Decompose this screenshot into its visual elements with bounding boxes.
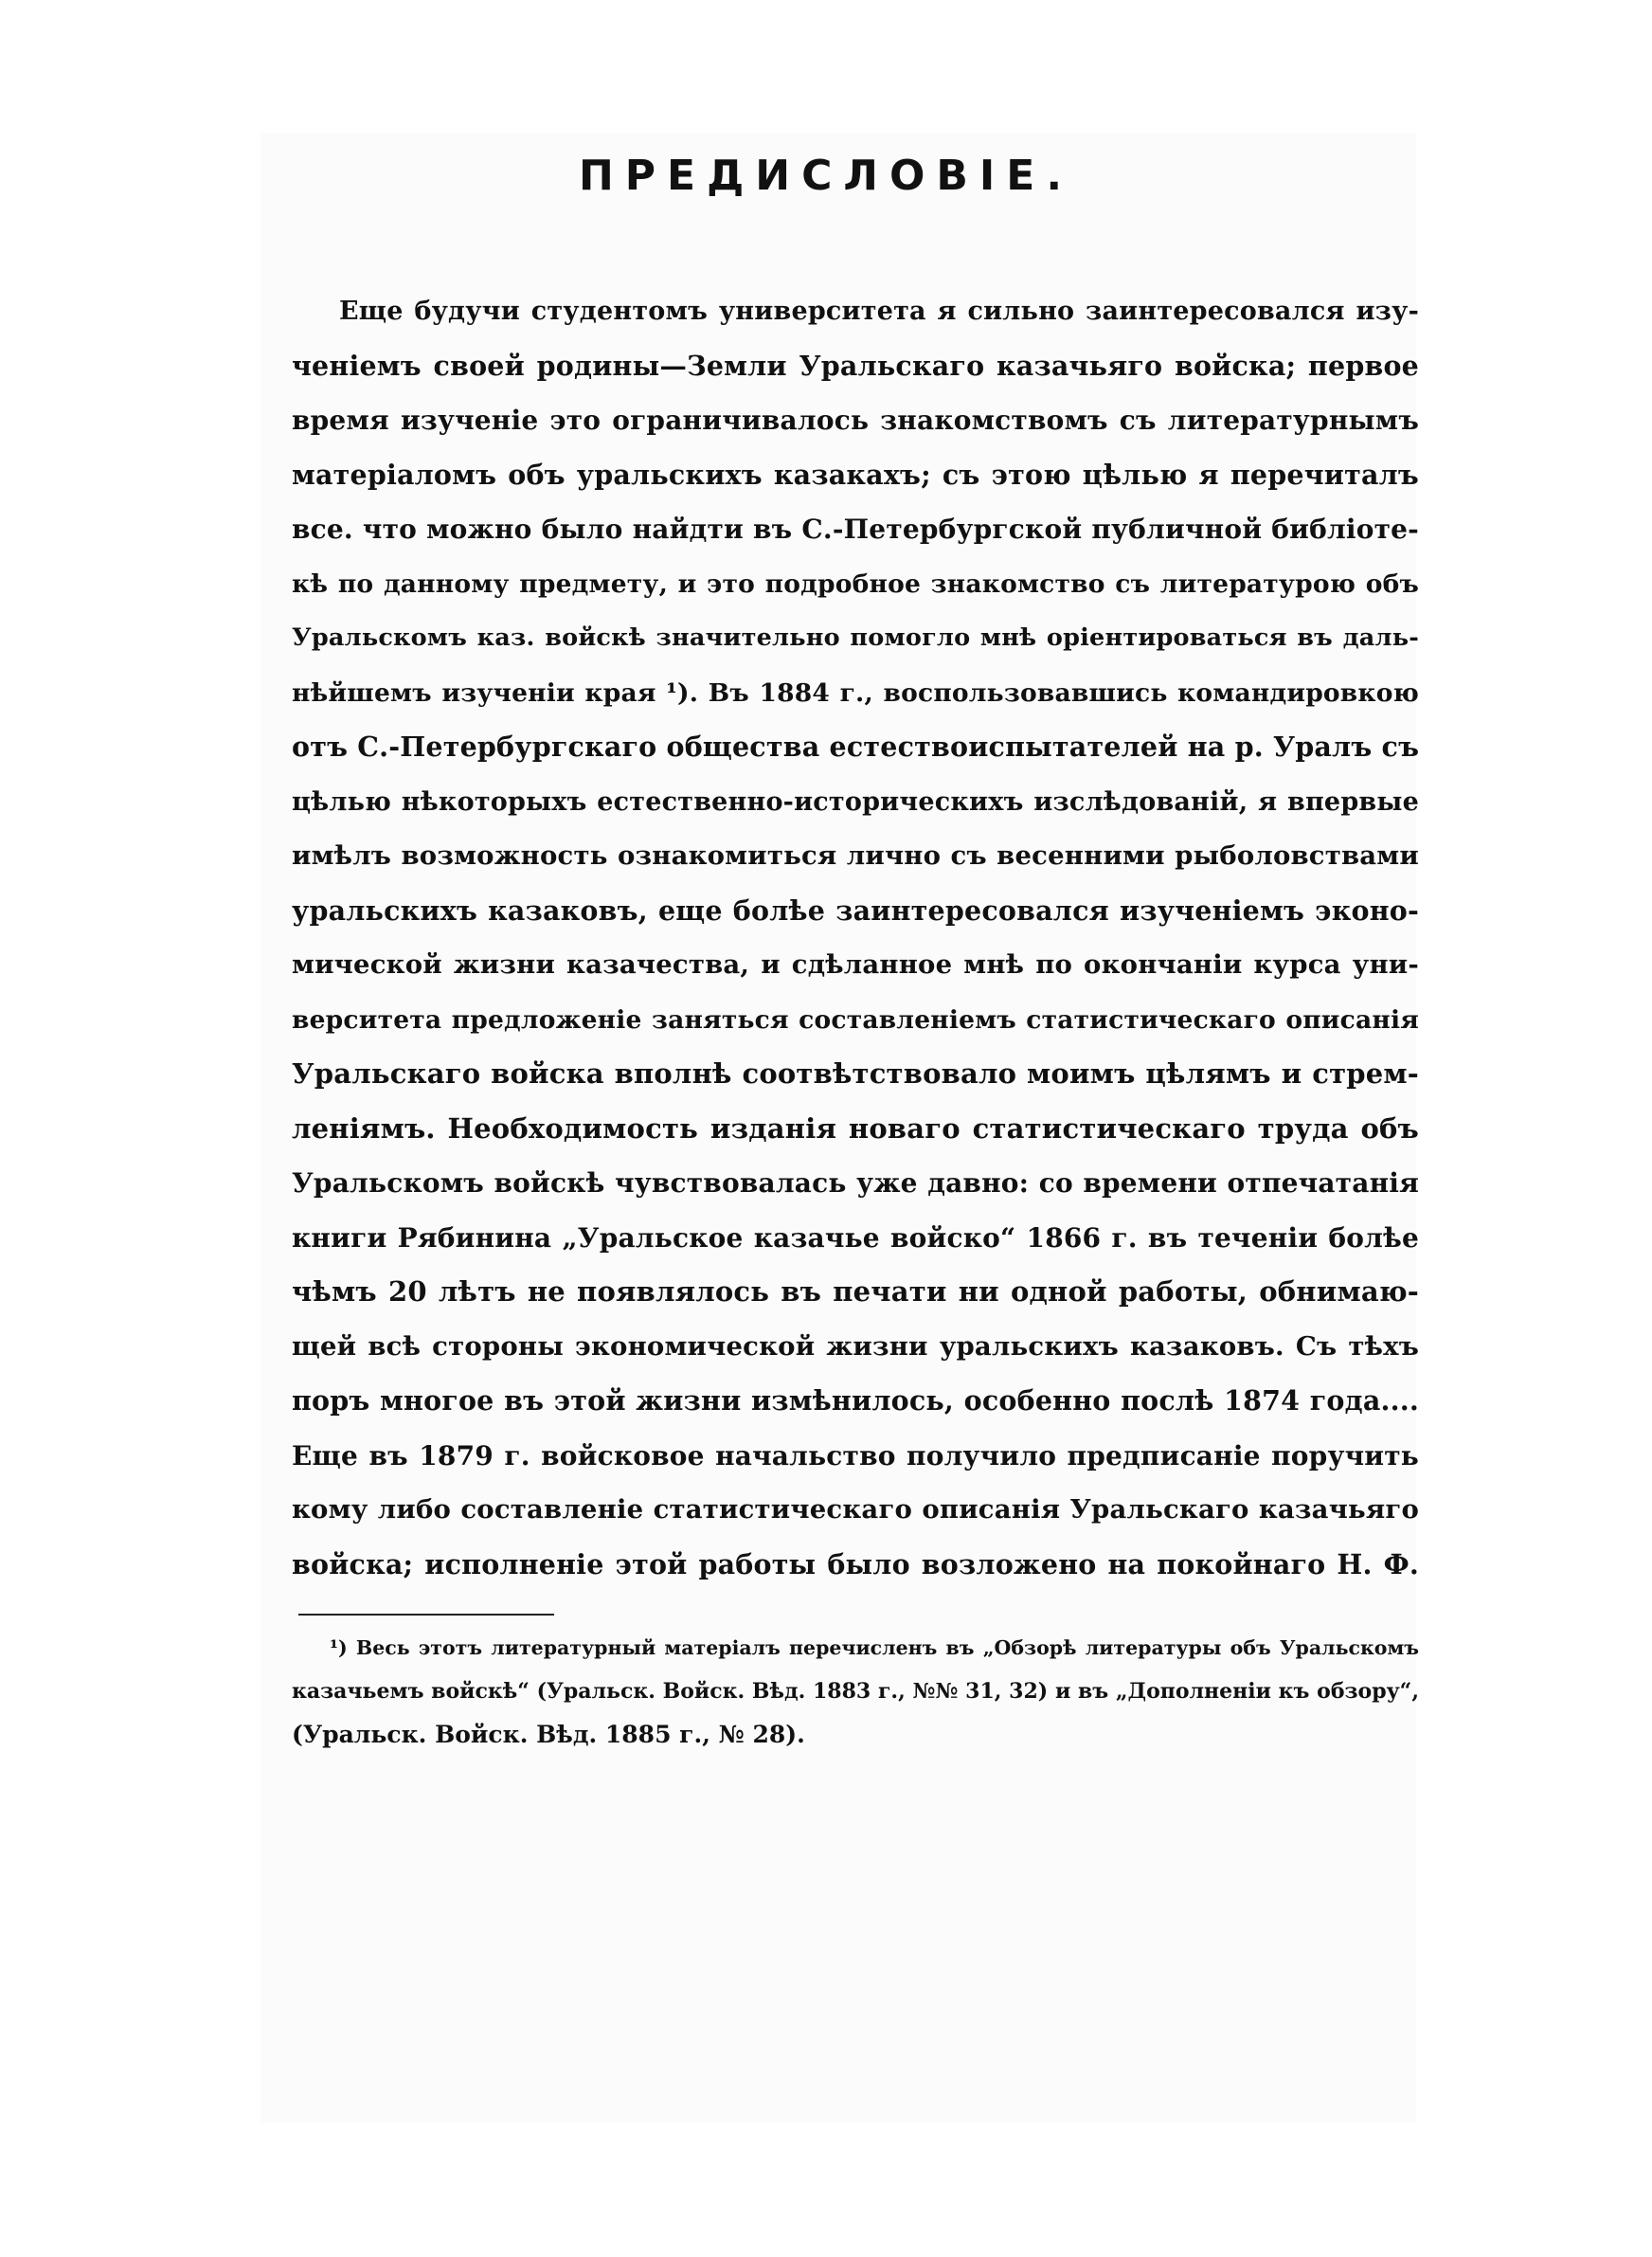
text-line: кѣ по данному предмету, и это подробное знакомство съ литературою объ [292,569,1419,599]
text-line: Уральскомъ каз. войскѣ значительно помогло мнѣ оріентироваться въ даль- [292,623,1419,652]
text-line: Уральскомъ войскѣ чувствовалась уже давно: со времени отпечатанія [292,1167,1419,1199]
footnote-line: (Уральск. Войск. Вѣд. 1885 г., № 28). [292,1721,805,1748]
footnote-divider [298,1614,554,1616]
text-line: Уральскаго войска вполнѣ соотвѣтствовало моимъ цѣлямъ и стрем- [292,1057,1419,1090]
text-line: кому либо составленіе статистическаго описанія Уральскаго казачьяго [292,1494,1419,1525]
text-line: верситета предложеніе заняться составленіемъ статистическаго описанія [292,1004,1419,1035]
footnote-line: ¹) Весь этотъ литературный матеріалъ перечисленъ въ „Обзорѣ литературы объ Уральскомъ [330,1636,1419,1659]
text-line: отъ С.-Петербургскаго общества естествоиспытателей на р. Уралъ съ [292,731,1419,763]
text-line: ченіемъ своей родины—Земли Уральскаго казачьяго войска; первое [292,349,1419,382]
footnotes [292,1626,1419,1757]
text-line: щей всѣ стороны экономической жизни уральскихъ казаковъ. Съ тѣхъ [292,1330,1419,1362]
page-title: ПРЕДИСЛОВІЕ. [578,152,1074,200]
text-line: цѣлью нѣкоторыхъ естественно-историческихъ изслѣдованій, я впервые [292,786,1419,817]
text-line: матеріаломъ объ уральскихъ казакахъ; съ этою цѣлью я перечиталъ [292,458,1419,491]
text-line: Еще въ 1879 г. войсковое начальство получило предписаніе поручить [292,1439,1419,1472]
text-line: имѣлъ возможность ознакомиться лично съ весенними рыболовствами [292,840,1419,871]
text-line: войска; исполненіе этой работы было возложено на покойнаго Н. Ф. [292,1547,1419,1580]
text-line: поръ многое въ этой жизни измѣнилось, особенно послѣ 1874 года.... [292,1384,1419,1417]
text-line: Еще будучи студентомъ университета я сильно заинтересовался изу- [339,297,1419,326]
body-text [292,284,1419,1592]
text-line: леніямъ. Необходимость изданія новаго статистическаго труда объ [292,1111,1419,1145]
text-line: чѣмъ 20 лѣтъ не появлялось въ печати ни одной работы, обнимаю- [292,1275,1419,1308]
text-line: время изученіе это ограничивалось знакомствомъ съ литературнымъ [292,405,1419,436]
text-line: уральскихъ казаковъ, еще болѣе заинтересовался изученіемъ эконо- [292,894,1419,927]
text-line: все. что можно было найдти въ С.-Петербургской публичной библіоте- [292,514,1419,545]
footnote-line: казачьемъ войскѣ“ (Уральск. Войск. Вѣд. 1883 г., №№ 31, 32) и въ „Дополненіи къ обзору“, [292,1679,1419,1704]
text-line: нѣйшемъ изученіи края ¹). Въ 1884 г., воспользовавшись командировкою [292,677,1419,708]
text-line: книги Рябинина „Уральское казачье войско“ 1866 г. въ теченіи болѣе [292,1221,1419,1254]
text-line: мической жизни казачества, и сдѣланное мнѣ по окончаніи курса уни- [292,949,1419,980]
